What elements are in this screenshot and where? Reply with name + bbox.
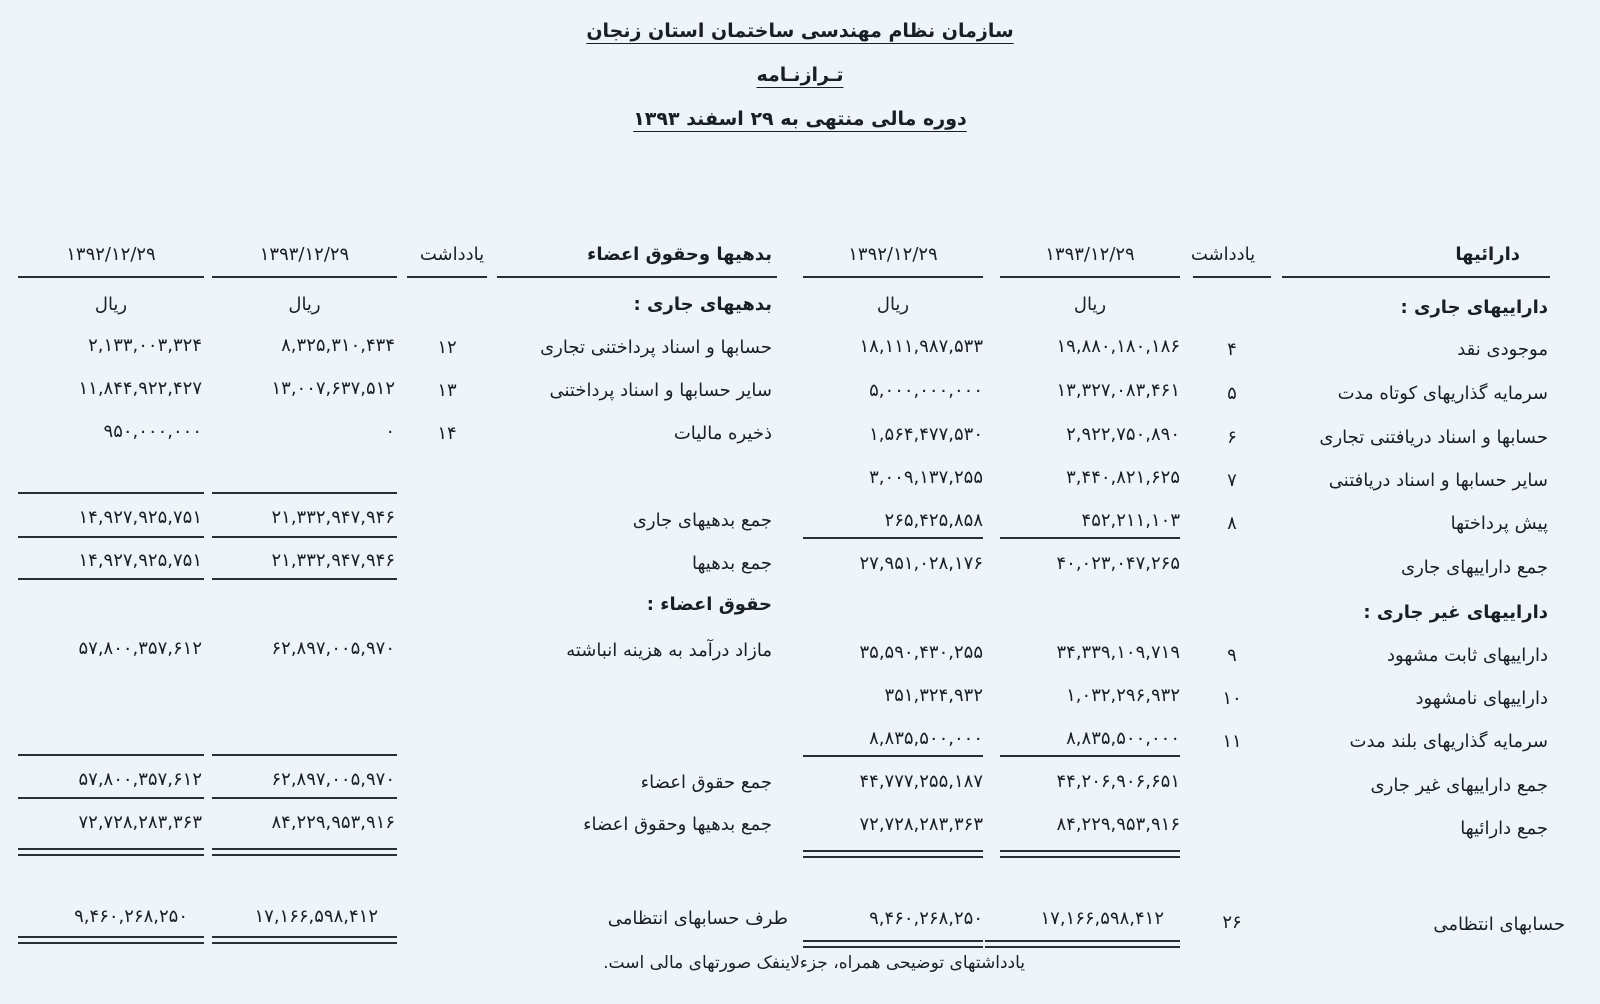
balance-sheet-page: سازمان نظام مهندسی ساختمان استان زنجان تـرازنـامه دوره مالی منتهی به ۲۹ اسفند ۱۳۹۳ دارائیها یادداشت ۱۳۹۳/۱۲/۲۹ ۱۳۹۲/۱۲/۲۹ ریال ریال داراییهای جاری : موجودی نقد ۴ ۱۹,۸۸۰,۱۸۰,۱۸۶ ۱۸,۱۱۱,۹۸۷,۵۳۳ سرمایه گذاریهای کوتاه مدت ۵ ۱۳,۳۲۷,۰۸۳,۴۶۱ ۵,۰۰۰,۰۰۰,۰۰۰ حسابها و اسناد دریافتنی تجاری ۶ ۲,۹۲۲,۷۵۰,۸۹۰ ۱,۵۶۴,۴۷۷,۵۳۰ سایر حسابها و اسناد دریافتنی ۷ ۳,۴۴۰,۸۲۱,۶۲۵ ۳,۰۰۹,۱۳۷,۲۵۵ پیش پرداختها ۸ ۴۵۲,۲۱۱,۱۰۳ ۲۶۵,۴۲۵,۸۵۸ جمع داراییهای جاری ۴۰,۰۲۳,۰۴۷,۲۶۵ ۲۷,۹۵۱,۰۲۸,۱۷۶ داراییهای غیر جاری : داراییهای ثابت مشهود ۹ ۳۴,۳۳۹,۱۰۹,۷۱۹ ۳۵,۵۹۰,۴۳۰,۲۵۵ داراییهای نامشهود ۱۰ ۱,۰۳۲,۲۹۶,۹۳۲ ۳۵۱,۳۲۴,۹۳۲ سرمایه گذاریهای بلند مدت ۱۱ ۸,۸۳۵,۵۰۰,۰۰۰ ۸,۸۳۵,۵۰۰,۰۰۰ جمع داراییهای غیر جاری ۴۴,۲۰۶,۹۰۶,۶۵۱ ۴۴,۷۷۷,۲۵۵,۱۸۷ جمع دارائیها ۸۴,۲۲۹,۹۵۳,۹۱۶ ۷۲,۷۲۸,۲۸۳,۳۶۳ حسابهای انتظامی ۲۶ ۱۷,۱۶۶,۵۹۸,۴۱۲ ۹,۴۶۰,۲۶۸,۲۵۰ بدهیها وحقوق اعضاء یادداشت ۱۳۹۳/۱۲/۲۹ ۱۳۹۲/۱۲/۲۹ ریال ریال بدهیهای جاری : حسابها و اسناد پرداختنی تجاری ۱۲ ۸,۳۲۵,۳۱۰,۴۳۴ ۲,۱۳۳,۰۰۳,۳۲۴ سایر حسابها و اسناد پرداختنی ۱۳ ۱۳,۰۰۷,۶۳۷,۵۱۲ ۱۱,۸۴۴,۹۲۲,۴۲۷ ذخیره مالیات ۱۴ ۰ ۹۵۰,۰۰۰,۰۰۰ جمع بدهیهای جاری ۲۱,۳۳۲,۹۴۷,۹۴۶ ۱۴,۹۲۷,۹۲۵,۷۵۱ جمع بدهیها ۲۱,۳۳۲,۹۴۷,۹۴۶ ۱۴,۹۲۷,۹۲۵,۷۵۱ حقوق اعضاء : مازاد درآمد به هزینه انباشته ۶۲,۸۹۷,۰۰۵,۹۷۰ ۵۷,۸۰۰,۳۵۷,۶۱۲ جمع حقوق اعضاء ۶۲,۸۹۷,۰۰۵,۹۷۰ ۵۷,۸۰۰,۳۵۷,۶۱۲ جمع بدهیها وحقوق اعضاء ۸۴,۲۲۹,۹۵۳,۹۱۶ ۷۲,۷۲۸,۲۸۳,۳۶۳ طرف حسابهای انتظامی ۱۷,۱۶۶,۵۹۸,۴۱۲ ۹,۴۶۰,۲۶۸,۲۵۰ یادداشتهای توضیحی همراه، جزءلاینفک صورتهای مالی است. <box>0 0 1600 1004</box>
memo-double-line <box>803 940 983 948</box>
current-liabilities-total-line <box>212 492 397 494</box>
noncurrent-assets-heading: داراییهای غیر جاری : <box>1363 602 1548 623</box>
assets-note-header: یادداشت <box>1190 244 1256 265</box>
memo-counter-double-line <box>18 936 204 944</box>
assets-grand-total-double-line <box>1000 850 1180 858</box>
liabilities-total-underline <box>18 578 204 580</box>
liabilities-total-line <box>18 536 204 538</box>
liabilities-col-1393-line <box>212 276 397 278</box>
liab-equity-total-line <box>212 797 397 799</box>
current-liabilities-heading: بدهیهای جاری : <box>633 294 772 315</box>
liabilities-heading: بدهیها وحقوق اعضاء <box>587 244 772 265</box>
current-assets-total-line <box>1000 537 1180 539</box>
assets-col-1392: ۱۳۹۲/۱۲/۲۹ <box>848 244 938 265</box>
assets-currency-1392: ریال <box>876 294 910 315</box>
liabilities-currency-1393: ریال <box>288 294 321 315</box>
liabilities-note-header: یادداشت <box>419 244 485 265</box>
current-liabilities-total-line <box>18 492 204 494</box>
liabilities-note-line <box>407 276 487 278</box>
memo-double-line <box>985 940 1180 948</box>
assets-currency-1393: ریال <box>1073 294 1107 315</box>
assets-col-1393: ۱۳۹۳/۱۲/۲۹ <box>1045 244 1135 265</box>
noncurrent-assets-total-line <box>1000 755 1180 757</box>
liab-equity-double-line <box>18 848 204 856</box>
assets-note-line <box>1193 276 1271 278</box>
liabilities-heading-line <box>497 276 777 278</box>
liabilities-col-1392: ۱۳۹۲/۱۲/۲۹ <box>66 244 156 265</box>
equity-total-line <box>18 754 204 756</box>
liabilities-total-line <box>212 536 397 538</box>
org-title: سازمان نظام مهندسی ساختمان استان زنجان <box>586 20 1014 42</box>
assets-heading-line <box>1282 276 1550 278</box>
liabilities-total-underline <box>212 578 397 580</box>
assets-col-1392-line <box>803 276 983 278</box>
noncurrent-assets-total-line <box>803 755 983 757</box>
liabilities-col-1393: ۱۳۹۳/۱۲/۲۹ <box>259 244 350 265</box>
equity-total-line <box>212 754 397 756</box>
equity-heading: حقوق اعضاء : <box>646 594 772 615</box>
assets-heading: دارائیها <box>1455 244 1520 265</box>
assets-grand-total-double-line <box>803 850 983 858</box>
period-title: دوره مالی منتهی به ۲۹ اسفند ۱۳۹۳ <box>633 108 967 130</box>
liabilities-currency-1392: ریال <box>94 294 128 315</box>
memo-counter-double-line <box>212 936 397 944</box>
liabilities-col-1392-line <box>18 276 204 278</box>
liab-equity-double-line <box>212 848 397 856</box>
footer-note: یادداشتهای توضیحی همراه، جزءلاینفک صورتهای مالی است. <box>603 953 1025 973</box>
statement-title: تـرازنـامه <box>756 64 844 86</box>
assets-col-1393-line <box>1000 276 1180 278</box>
liab-equity-total-line <box>18 797 204 799</box>
current-assets-heading: داراییهای جاری : <box>1400 297 1548 318</box>
current-assets-total-line <box>803 537 983 539</box>
